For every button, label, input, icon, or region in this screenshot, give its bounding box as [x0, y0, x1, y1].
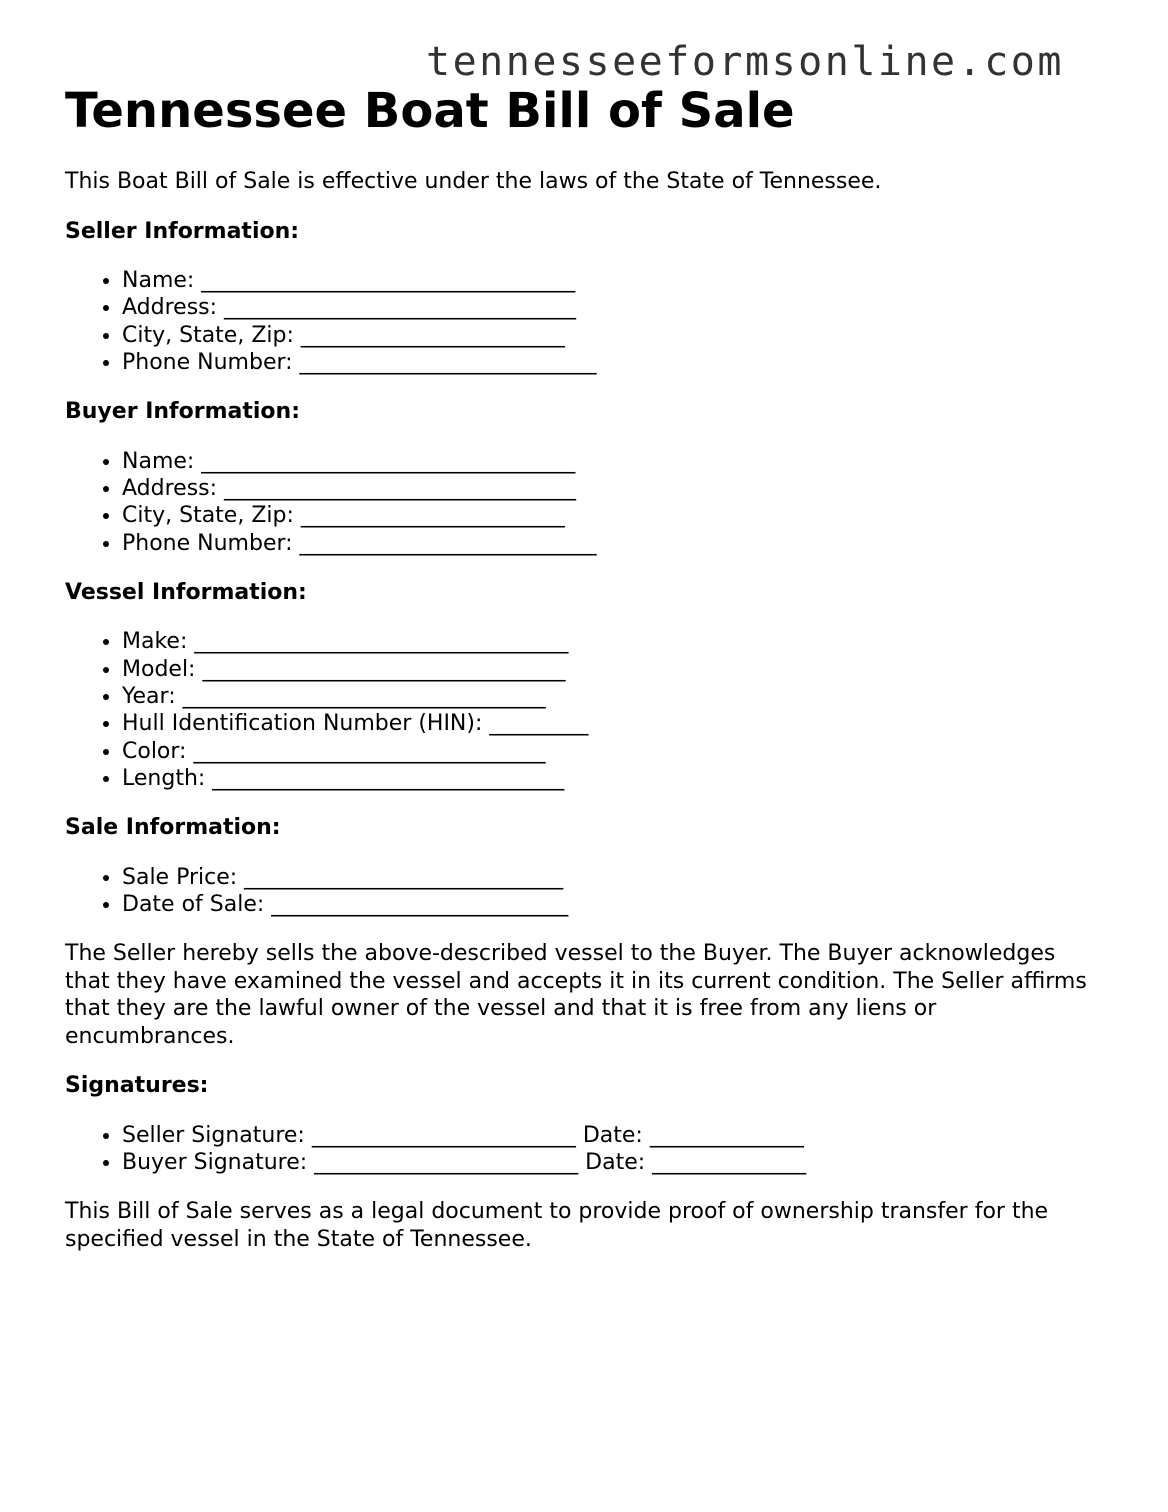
- vessel-fields-list: [65, 628, 1105, 792]
- sale-statement-paragraph: The Seller hereby sells the above-described vessel to the Buyer. The Buyer acknowledges that they have examined the vessel and accepts it in its current condition. The Seller affirms that they are the lawful owner of the vessel and that it is free from any liens or encumbrances.: [65, 941, 1087, 1049]
- seller-fields-list: [65, 267, 1105, 376]
- buyer-fields-list: [65, 448, 1105, 557]
- vessel-color-field: • Color: ________________________________: [122, 738, 1105, 765]
- buyer-signature-line: • Buyer Signature: ________________________ Date: ______________: [122, 1149, 1105, 1176]
- seller-signature-line: • Seller Signature: ________________________ Date: ______________: [122, 1122, 1105, 1149]
- buyer-heading: Buyer Information:: [65, 399, 300, 425]
- intro-paragraph: This Boat Bill of Sale is effective under the laws of the State of Tennessee.: [65, 169, 882, 194]
- site-watermark: tennesseeformsonline.com: [426, 39, 1064, 85]
- vessel-model-field: • Model: _________________________________: [122, 656, 1105, 683]
- vessel-make-field: • Make: __________________________________: [122, 628, 1105, 655]
- document-content: [65, 82, 1105, 1253]
- document-title: Tennessee Boat Bill of Sale: [65, 83, 795, 139]
- signatures-list: [65, 1122, 1105, 1177]
- signatures-heading: Signatures:: [65, 1073, 209, 1099]
- buyer-address-field: • Address: ________________________________: [122, 475, 1105, 502]
- vessel-hin-field: • Hull Identification Number (HIN): _________: [122, 710, 1105, 737]
- sale-price-field: • Sale Price: _____________________________: [122, 864, 1105, 891]
- buyer-city-state-zip-field: • City, State, Zip: ________________________: [122, 502, 1105, 529]
- buyer-phone-field: • Phone Number: ___________________________: [122, 530, 1105, 557]
- vessel-heading: Vessel Information:: [65, 579, 307, 605]
- vessel-length-field: • Length: ________________________________: [122, 765, 1105, 792]
- buyer-name-field: • Name: __________________________________: [122, 448, 1105, 475]
- seller-heading: Seller Information:: [65, 218, 300, 244]
- sale-fields-list: [65, 864, 1105, 919]
- sale-heading: Sale Information:: [65, 815, 281, 841]
- seller-name-field: • Name: __________________________________: [122, 267, 1105, 294]
- seller-address-field: • Address: ________________________________: [122, 294, 1105, 321]
- closing-paragraph: This Bill of Sale serves as a legal document to provide proof of ownership transfer for the specified vessel in the State of Tennessee.: [65, 1199, 1049, 1252]
- vessel-year-field: • Year: _________________________________: [122, 683, 1105, 710]
- seller-city-state-zip-field: • City, State, Zip: ________________________: [122, 322, 1105, 349]
- seller-phone-field: • Phone Number: ___________________________: [122, 349, 1105, 376]
- sale-date-field: • Date of Sale: ___________________________: [122, 891, 1105, 918]
